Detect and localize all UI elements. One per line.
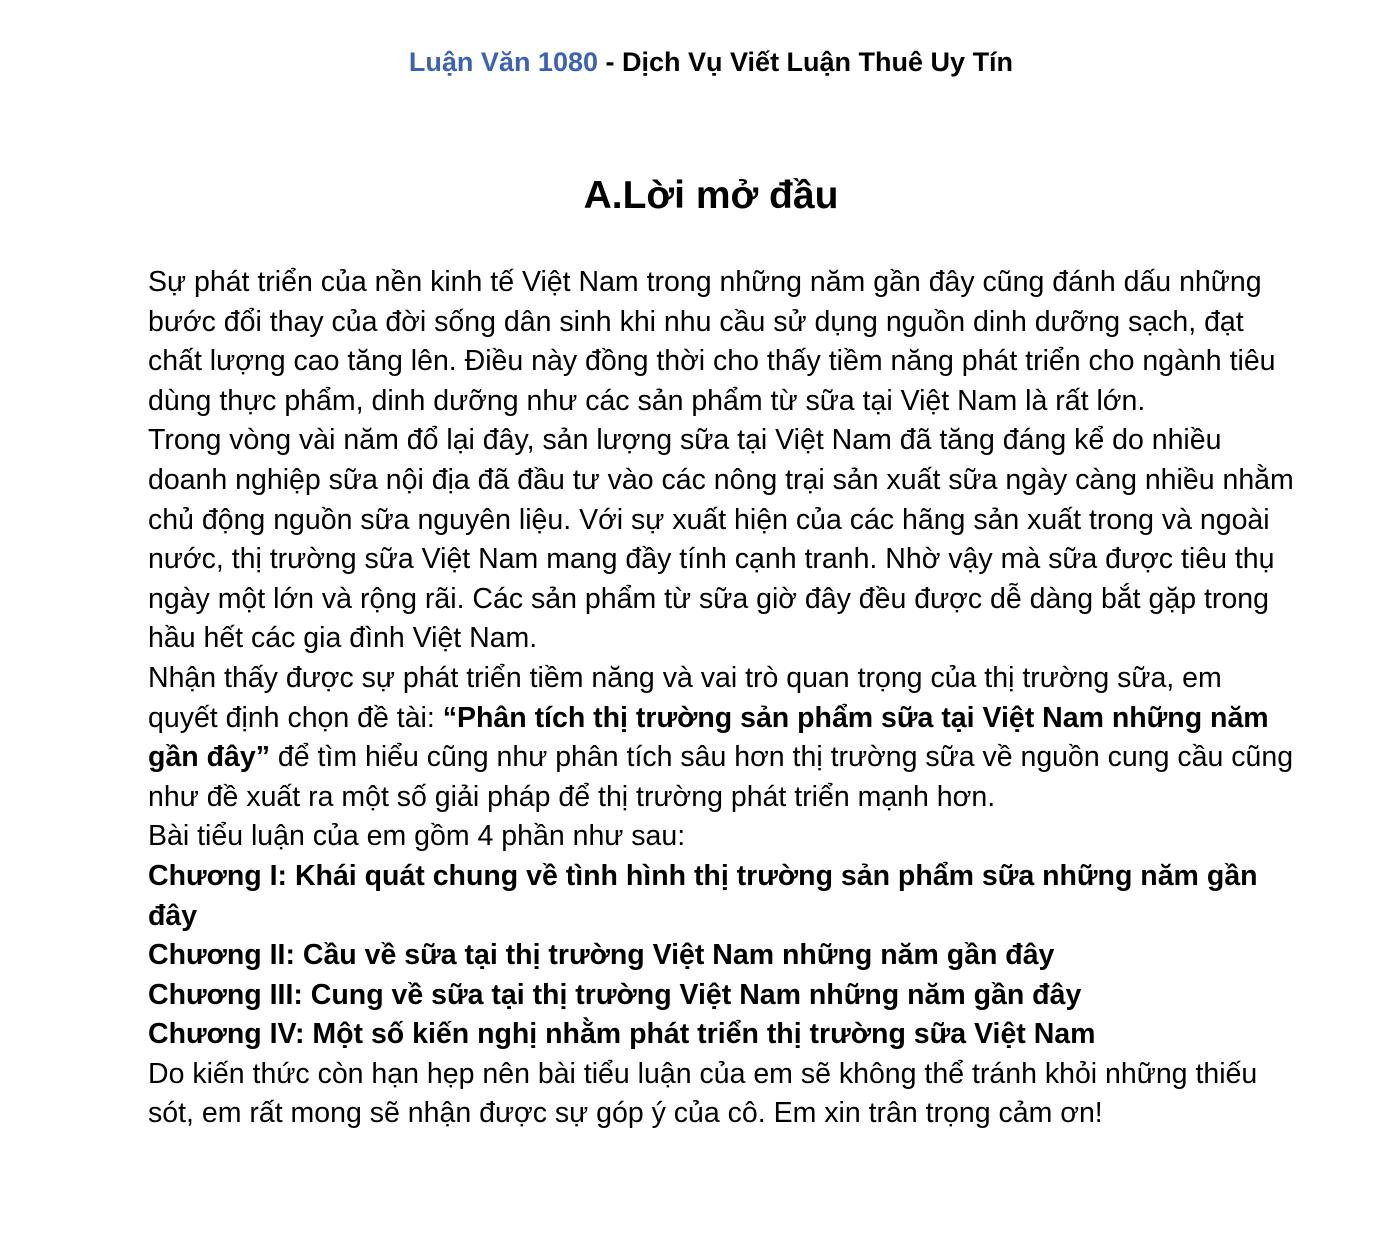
topic-intro-text: Nhận thấy được sự phát triển tiềm năng và vai trò quan trọng của thị trường sữa, em quyết định chọn đề tài: xyxy=(148,661,1222,734)
page-header xyxy=(0,44,1400,80)
closing-paragraph: Do kiến thức còn hạn hẹp nên bài tiểu luận của em sẽ không thể tránh khỏi những thiếu sót, em rất mong sẽ nhận được sự góp ý của cô. Em xin trân trọng cảm ơn! xyxy=(148,1057,1258,1130)
brand-link[interactable]: Luận Văn 1080 xyxy=(408,47,599,77)
paragraph-intro: Sự phát triển của nền kinh tế Việt Nam trong những năm gần đây cũng đánh dấu những bước đổi thay của đời sống dân sinh khi nhu cầu sử dụng nguồn dinh dưỡng sạch, đạt chất lượng cao tăng lên. Điều này đồng thời cho thấy tiềm năng phát triển cho ngành tiêu dùng thực phẩm, dinh dưỡng như các sản phẩm từ sữa tại Việt Nam là rất lớn. xyxy=(148,266,1276,417)
structure-intro: Bài tiểu luận của em gồm 4 phần như sau: xyxy=(148,820,686,853)
document-body xyxy=(148,263,1298,1134)
paragraph-topic xyxy=(148,659,1298,817)
document-title: A.Lời mở đầu xyxy=(583,174,839,217)
paragraph-market-growth: Trong vòng vài năm đổ lại đây, sản lượng sữa tại Việt Nam đã tăng đáng kể do nhiều doanh nghiệp sữa nội địa đã đầu tư vào các nông trại sản xuất sữa ngày càng nhiều nhằm chủ động nguồn sữa nguyên liệu. Với sự xuất hiện của các hãng sản xuất trong và ngoài nước, thị trường sữa Việt Nam mang đầy tính cạnh tranh. Nhờ vậy mà sữa được tiêu thụ ngày một lớn và rộng rãi. Các sản phẩm từ sữa giờ đây đều được dễ dàng bắt gặp trong hầu hết các gia đình Việt Nam. xyxy=(148,424,1294,655)
topic-title: “Phân tích thị trường sản phẩm sữa tại Việt Nam những năm gần đây” xyxy=(148,701,1269,774)
chapter-4: Chương IV: Một số kiến nghị nhằm phát triển thị trường sữa Việt Nam xyxy=(148,1018,1096,1051)
chapter-3: Chương III: Cung về sữa tại thị trường Việt Nam những năm gần đây xyxy=(148,978,1082,1011)
chapter-1: Chương I: Khái quát chung về tình hình thị trường sản phẩm sữa những năm gần đây xyxy=(148,859,1258,932)
topic-rest-text: để tìm hiểu cũng như phân tích sâu hơn thị trường sữa về nguồn cung cầu cũng như đề xuất ra một số giải pháp để thị trường phát triển mạnh hơn. xyxy=(148,741,1294,813)
header-separator: - xyxy=(598,47,623,77)
header-tagline: Dịch Vụ Viết Luận Thuê Uy Tín xyxy=(622,47,1014,77)
chapter-2: Chương II: Cầu về sữa tại thị trường Việt Nam những năm gần đây xyxy=(148,939,1055,972)
